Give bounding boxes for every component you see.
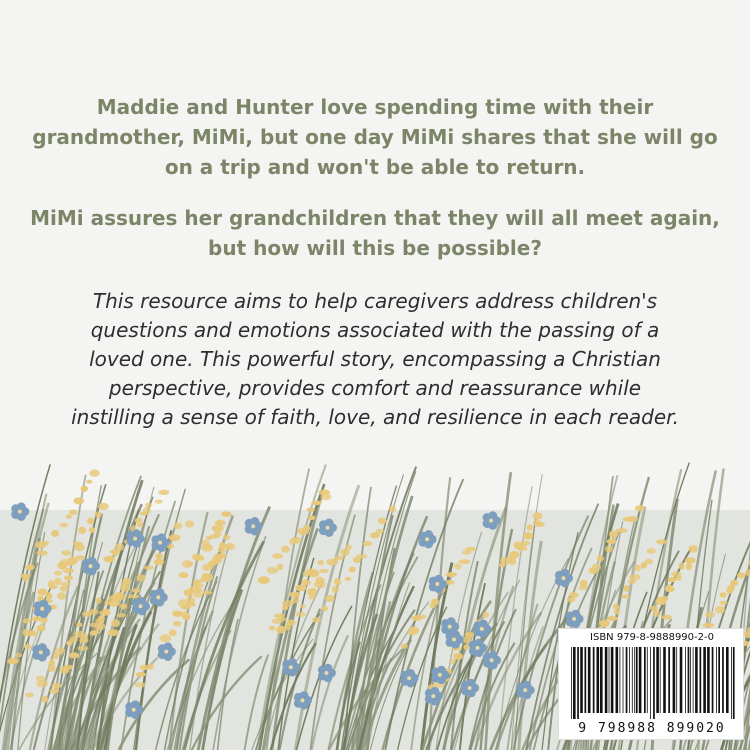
- barcode-bar: [676, 647, 677, 713]
- barcode-bar: [636, 647, 638, 713]
- description-line: This resource aims to help caregivers address children's: [92, 289, 658, 313]
- barcode-bar: [700, 647, 702, 713]
- blurb-line: grandmother, MiMi, but one day MiMi shares that she will go: [32, 125, 718, 149]
- blurb-line: but how will this be possible?: [208, 236, 542, 260]
- barcode-bar: [650, 647, 651, 719]
- barcode-bar: [673, 647, 676, 713]
- barcode-bar: [663, 647, 666, 713]
- barcode-bar: [733, 647, 735, 719]
- barcode-bar: [632, 647, 633, 713]
- barcode-bar: [718, 647, 720, 713]
- description-line: loved one. This powerful story, encompassing a Christian: [89, 347, 661, 371]
- barcode-bar: [688, 647, 690, 713]
- barcode-bar: [731, 647, 732, 719]
- description-line: instilling a sense of faith, love, and resilience in each reader.: [71, 405, 679, 429]
- blurb-paragraph-1: [0, 92, 750, 182]
- barcode-bar: [623, 647, 624, 713]
- blurb-line: MiMi assures her grandchildren that they will all meet again,: [30, 206, 720, 230]
- barcode-bars: [567, 647, 737, 719]
- barcode-bar: [585, 647, 587, 713]
- barcode-bar: [685, 647, 686, 713]
- barcode-bar: [656, 647, 659, 713]
- description-line: questions and emotions associated with the passing of a: [90, 318, 660, 342]
- barcode-bar: [626, 647, 628, 713]
- description-paragraph: [0, 287, 750, 432]
- isbn-label: ISBN 979-8-9888990-2-0: [590, 632, 714, 643]
- barcode-bar: [609, 647, 610, 713]
- barcode-bar: [653, 647, 655, 719]
- description-line: perspective, provides comfort and reassurance while: [108, 376, 642, 400]
- barcode-bar: [580, 647, 583, 713]
- barcode-bar: [634, 647, 635, 713]
- barcode-bar: [629, 647, 630, 713]
- barcode-bar: [726, 647, 729, 713]
- barcode-bar: [620, 647, 621, 713]
- barcode-bar: [703, 647, 706, 713]
- barcode-bar: [605, 647, 608, 713]
- barcode-bar: [616, 647, 619, 713]
- barcode-bar: [695, 647, 698, 713]
- barcode-bar: [573, 647, 576, 719]
- barcode-bar: [571, 647, 572, 719]
- barcode-bar: [680, 647, 683, 713]
- barcode-bar: [716, 647, 717, 713]
- barcode-bar: [693, 647, 694, 713]
- barcode-bar: [600, 647, 603, 713]
- barcode-bar: [690, 647, 691, 713]
- barcode-bar: [722, 647, 724, 713]
- blurb-paragraph-2: [0, 203, 750, 263]
- barcode-bar: [712, 647, 714, 713]
- barcode-bar: [588, 647, 591, 713]
- barcode-bar: [639, 647, 642, 713]
- barcode-bar: [593, 647, 595, 713]
- blurb-line: Maddie and Hunter love spending time with their: [96, 95, 654, 119]
- barcode-bar: [611, 647, 614, 713]
- barcode-bar: [577, 647, 579, 719]
- barcode-bar: [668, 647, 670, 713]
- barcode-bar: [707, 647, 710, 713]
- barcode-bar: [597, 647, 600, 713]
- barcode-bar: [647, 647, 648, 713]
- isbn-barcode: [558, 628, 744, 740]
- barcode-digits: 9 798988 899020: [578, 721, 726, 736]
- blurb-line: on a trip and won't be able to return.: [164, 155, 586, 179]
- barcode-bar: [644, 647, 646, 713]
- barcode-bar: [660, 647, 661, 713]
